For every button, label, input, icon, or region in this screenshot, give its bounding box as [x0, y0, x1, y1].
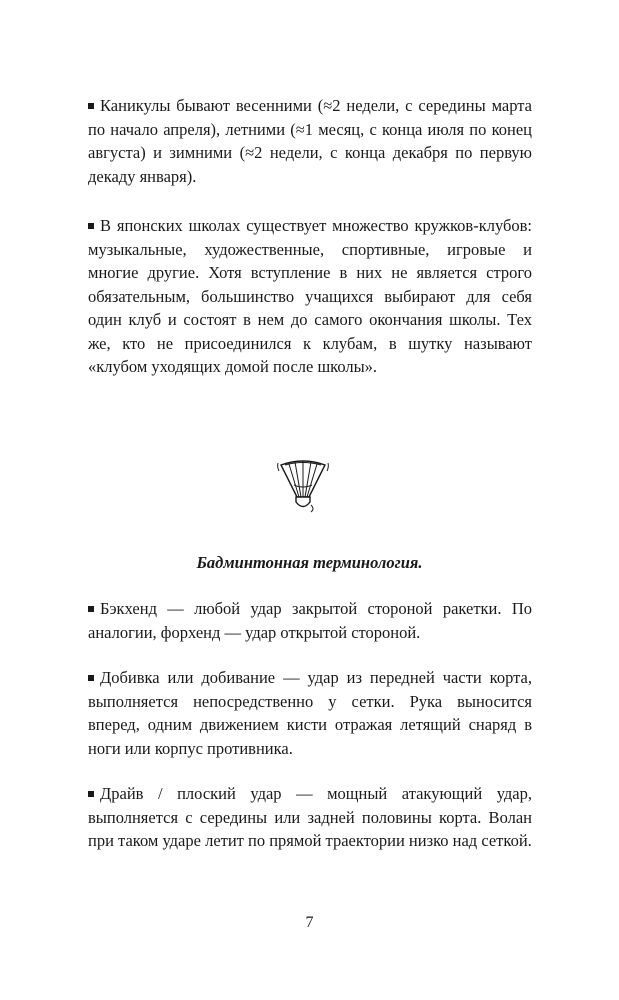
bullet-icon: [88, 675, 94, 681]
paragraph-clubs-text: В японских школах существует множество кружков-клубов: музыкальные, художественные, спортивные, игровые и многие другие. Хотя вступление в них не является строго обязательным, большинство учащихся выбирают для себя один клуб и состоят в нем до самого окончания школы. Тех же, кто не присоединился к клубам, в шутку называют «клубом уходящих домой после школы».: [88, 216, 532, 376]
bullet-icon: [88, 791, 94, 797]
bullet-icon: [88, 103, 94, 109]
shuttlecock-icon: [275, 455, 331, 515]
paragraph-holidays: [88, 94, 532, 188]
paragraph-drive-text: Драйв / плоский удар — мощный атакующий удар, выполняется с середины или задней половины корта. Волан при таком ударе летит по прямой траектории низко над сеткой.: [88, 784, 532, 850]
paragraph-drive: [88, 782, 532, 853]
section-school-notes: [88, 94, 532, 379]
paragraph-clubs: [88, 214, 532, 379]
page-number: 7: [305, 914, 314, 931]
bullet-icon: [88, 223, 94, 229]
paragraph-holidays-text: Каникулы бывают весенними (≈2 недели, с середины марта по начало апреля), летними (≈1 месяц, с конца июля по конец августа) и зимними (≈2 недели, с конца декабря по первую декаду января).: [88, 96, 532, 186]
section-title-badminton-terms: Бадминтонная терминология.: [196, 553, 423, 572]
paragraph-kill-shot: [88, 666, 532, 760]
paragraph-backhand-text: Бэкхенд — любой удар закрытой стороной ракетки. По аналогии, форхенд — удар открытой стороной.: [88, 599, 532, 642]
paragraph-backhand: [88, 597, 532, 644]
paragraph-kill-shot-text: Добивка или добивание — удар из передней части корта, выполняется непосредственно у сетки. Рука выносится вперед, одним движением кисти отражая летящий снаряд в ноги или корпус противника.: [88, 668, 532, 758]
section-badminton-terms: [88, 597, 532, 853]
bullet-icon: [88, 606, 94, 612]
